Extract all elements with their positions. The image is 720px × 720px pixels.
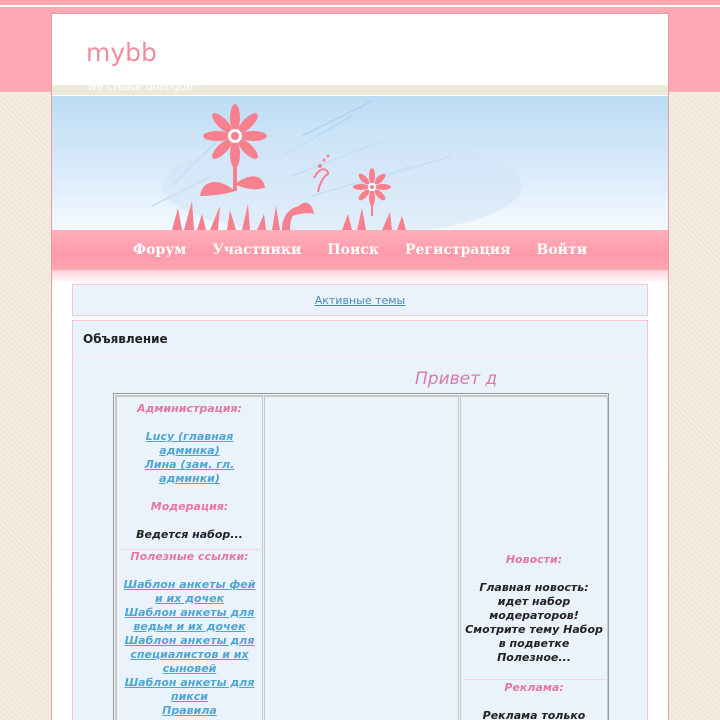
moderation-text: Ведется набор...: [136, 528, 243, 541]
nav-shadow: [52, 270, 668, 284]
announcement-panel: [72, 320, 648, 720]
header-banner: [52, 96, 668, 230]
useful-links-heading: Полезные ссылки:: [130, 550, 249, 563]
flower-banner-art: [52, 96, 668, 230]
middle-column: [264, 396, 459, 720]
news-heading: Новости:: [505, 553, 563, 566]
ads-heading: Реклама:: [504, 681, 564, 694]
link-rules[interactable]: Правила: [162, 704, 217, 717]
site-tagline: we create dialogue!: [88, 80, 198, 93]
admin-link-lina[interactable]: Лина (зам. гл. админки): [144, 458, 235, 485]
main-nav: [52, 230, 668, 270]
announcement-table: [113, 393, 609, 720]
left-column: [116, 396, 263, 720]
moderation-heading: Модерация:: [150, 500, 229, 513]
nav-register[interactable]: Регистрация: [404, 242, 511, 258]
nav-search[interactable]: Поиск: [327, 242, 379, 258]
nav-forum[interactable]: Форум: [132, 242, 187, 258]
ads-text: Реклама только: [482, 709, 586, 720]
announcement-marquee: Привет д: [415, 369, 498, 389]
announcement-title: Объявление: [73, 321, 647, 357]
site-logo[interactable]: mybb: [86, 38, 157, 67]
link-pixie-template[interactable]: Шаблон анкеты для пикси: [124, 676, 255, 703]
right-column: [460, 396, 608, 720]
active-topics-link[interactable]: Активные темы: [314, 293, 406, 307]
page-wrapper: [51, 13, 669, 720]
active-topics-bar: [72, 284, 648, 316]
admin-link-lucy[interactable]: Lucy (главная админка): [145, 430, 234, 457]
nav-login[interactable]: Войти: [536, 242, 588, 258]
link-fairy-template[interactable]: Шаблон анкеты фей и их дочек: [123, 578, 256, 605]
admin-heading: Администрация:: [137, 402, 242, 415]
link-witch-template[interactable]: Шаблон анкеты для ведьм и их дочек: [124, 606, 255, 633]
news-text: Главная новость: идет набор модераторов! Смотрите тему Набор в подветке Полезное...: [465, 581, 603, 664]
link-specialist-template[interactable]: Шаблон анкеты для специалистов и их сыновей: [124, 634, 255, 675]
site-header: [52, 14, 668, 96]
nav-members[interactable]: Участники: [212, 242, 302, 258]
